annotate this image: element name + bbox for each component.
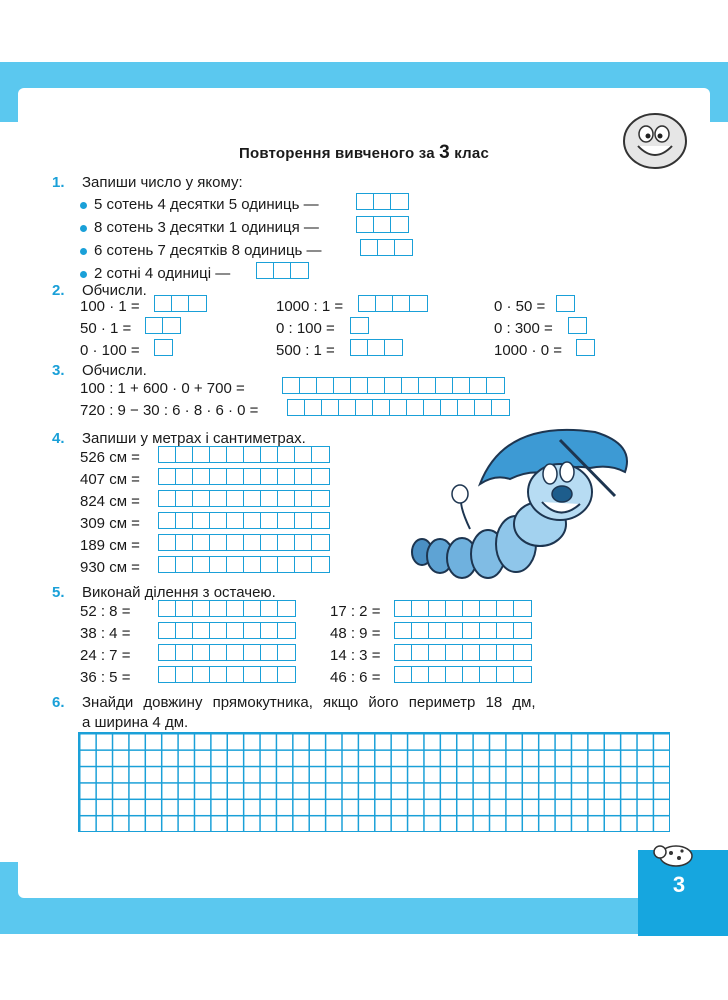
task-5-expr: 14 : 3 = — [330, 647, 381, 664]
bullet — [80, 248, 87, 255]
task-4-expr: 189 см = — [80, 537, 140, 554]
task-5-expr: 38 : 4 = — [80, 625, 131, 642]
task-4-number: 4. — [52, 430, 65, 447]
page-number: 3 — [672, 872, 686, 897]
bullet — [80, 271, 87, 278]
task-5-expr: 52 : 8 = — [80, 603, 131, 620]
task-2-number: 2. — [52, 282, 65, 299]
task-1-number: 1. — [52, 174, 65, 191]
answer-cells[interactable] — [394, 644, 532, 661]
task-5-expr: 24 : 7 = — [80, 647, 131, 664]
answer-cells[interactable] — [158, 490, 330, 507]
answer-cells[interactable] — [394, 600, 532, 617]
task-4-expr: 309 см = — [80, 515, 140, 532]
answer-cells[interactable] — [568, 317, 587, 334]
task-4-expr: 407 см = — [80, 471, 140, 488]
task-3-instruction: Обчисли. — [82, 362, 147, 379]
page-title — [0, 142, 728, 164]
answer-cells[interactable] — [145, 317, 181, 334]
task-3-expr: 720 : 9 − 30 : 6 · 8 · 6 · 0 = — [80, 402, 259, 419]
answer-cells[interactable] — [158, 512, 330, 529]
title-suffix: клас — [454, 145, 490, 162]
caterpillar-umbrella-illustration — [410, 424, 640, 599]
answer-cells[interactable] — [158, 600, 296, 617]
task-2-expr: 1000 · 0 = — [494, 342, 562, 359]
task-5-number: 5. — [52, 584, 65, 601]
answer-cells[interactable] — [282, 377, 505, 394]
answer-cells[interactable] — [158, 468, 330, 485]
task-2-expr: 0 · 100 = — [80, 342, 140, 359]
task-5-instruction: Виконай ділення з остачею. — [82, 584, 276, 601]
answer-cells[interactable] — [158, 644, 296, 661]
title-grade: 3 — [439, 142, 450, 163]
answer-cells[interactable] — [158, 622, 296, 639]
task-2-expr: 0 · 50 = — [494, 298, 546, 315]
task-6-text-line2: а ширина 4 дм. — [82, 714, 189, 731]
task-2-expr: 0 : 300 = — [494, 320, 553, 337]
task-1-item: 5 сотень 4 десятки 5 одиниць — — [94, 196, 319, 213]
title-prefix: Повторення вивченого за — [238, 145, 435, 162]
answer-cells[interactable] — [356, 216, 409, 233]
answer-cells[interactable] — [576, 339, 595, 356]
answer-cells[interactable] — [287, 399, 510, 416]
task-6-number: 6. — [52, 694, 65, 711]
task-4-instruction: Запиши у метрах і сантиметрах. — [82, 430, 306, 447]
answer-cells[interactable] — [350, 339, 403, 356]
task-4-expr: 526 см = — [80, 449, 140, 466]
task-3-number: 3. — [52, 362, 65, 379]
task-5-expr: 46 : 6 = — [330, 669, 381, 686]
task-1-item: 6 сотень 7 десятків 8 одиниць — — [94, 242, 322, 259]
answer-cells[interactable] — [556, 295, 575, 312]
answer-cells[interactable] — [394, 622, 532, 639]
answer-cells[interactable] — [394, 666, 532, 683]
task-1-item: 2 сотні 4 одиниці — — [94, 265, 231, 282]
task-2-expr: 100 · 1 = — [80, 298, 140, 315]
answer-cells[interactable] — [158, 446, 330, 463]
task-2-expr: 500 : 1 = — [276, 342, 335, 359]
task-4-expr: 824 см = — [80, 493, 140, 510]
task-2-expr: 50 · 1 = — [80, 320, 132, 337]
task-3-expr: 100 : 1 + 600 · 0 + 700 = — [80, 380, 245, 397]
task-1-item: 8 сотень 3 десятки 1 одиниця — — [94, 219, 319, 236]
task-2-instruction: Обчисли. — [82, 282, 147, 299]
bullet — [80, 225, 87, 232]
task-4-expr: 930 см = — [80, 559, 140, 576]
answer-cells[interactable] — [158, 534, 330, 551]
answer-cells[interactable] — [154, 295, 207, 312]
answer-cells[interactable] — [256, 262, 309, 279]
answer-cells[interactable] — [158, 556, 330, 573]
task-1-instruction: Запиши число у якому: — [82, 174, 243, 191]
answer-grid[interactable] — [78, 732, 670, 832]
bug-icon — [652, 838, 696, 868]
answer-cells[interactable] — [360, 239, 413, 256]
task-5-expr: 17 : 2 = — [330, 603, 381, 620]
bullet — [80, 202, 87, 209]
task-2-expr: 1000 : 1 = — [276, 298, 344, 315]
task-5-expr: 36 : 5 = — [80, 669, 131, 686]
task-2-expr: 0 : 100 = — [276, 320, 335, 337]
task-6-text-line1: Знайди довжину прямокутника, якщо його периметр 18 дм, — [82, 694, 536, 711]
answer-cells[interactable] — [154, 339, 173, 356]
answer-cells[interactable] — [358, 295, 428, 312]
answer-cells[interactable] — [158, 666, 296, 683]
task-5-expr: 48 : 9 = — [330, 625, 381, 642]
answer-cells[interactable] — [350, 317, 369, 334]
answer-cells[interactable] — [356, 193, 409, 210]
